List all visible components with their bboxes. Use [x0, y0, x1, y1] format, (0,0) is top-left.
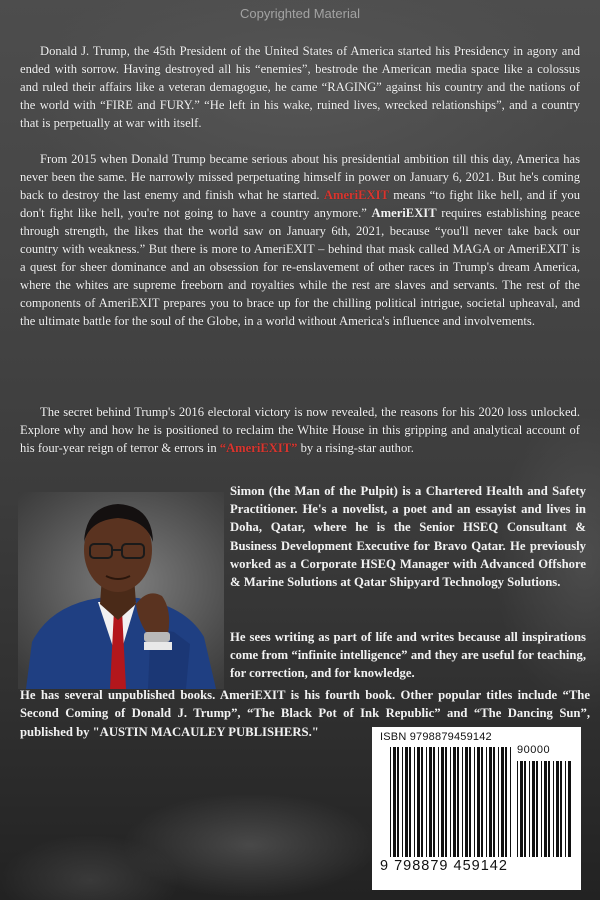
brand-ameriexit-red: AmeriEXIT — [323, 188, 389, 202]
blurb-p2-text-c: requires establishing peace through strength, the likes that the world saw on January 6th, 2021, because “you'll never take back our country with weakness.” But there is more to AmeriEXIT – behind that mask called MAGA or AmeriEXIT is a quest for sheer dominance and an obsession for re-enslavement of other races in Trump's dream America, where the whites are supreme freeborn and royalties while the rest are slaves and servants. The rest of the components of AmeriEXIT prepares you to brace up for the chilling political intrigue, societal upheaval, and the ultimate battle for the soul of the Globe, in a world without America's influence and involvements. — [20, 206, 580, 328]
brand-ameriexit-bold: AmeriEXIT — [371, 206, 437, 220]
blurb-paragraph-1: Donald J. Trump, the 45th President of the United States of America started his Presidency in agony and ended with sorrow. Having destroyed all his “enemies”, bestrode the American media space like a colossus and ruled their affairs like a veteran demagogue, he came “RAGING” against his country and the nations of the world with “FIRE and FURY.” “He left in his wake, ruined lives, wrecked relationships”, and a country that is perpetually at war with itself. — [20, 44, 580, 130]
blurb-p2-text-a: From 2015 when Donald Trump became serious about his presidential ambition till this day, America has never been the same. He narrowly missed perpetuating himself in power on January 6, 2021. But he's coming back to destroy the last enemy and finish what he started. — [20, 152, 580, 202]
author-books-paragraph: He has several unpublished books. AmeriEXIT is his fourth book. Other popular titles include “The Second Coming of Donald J. Trump”, “The Black Pot of Ink Republic” and “The Dancing Sun”, published by "AUSTIN MACAULEY PUBLISHERS." — [20, 688, 590, 739]
author-photo — [18, 492, 224, 689]
blurb-p3-text-b: by a rising-star author. — [300, 441, 414, 455]
blurb-paragraph-3 — [20, 403, 580, 457]
price-code: 90000 — [517, 744, 551, 756]
blurb-paragraph-2 — [20, 150, 580, 330]
brand-ameriexit-quoted: “AmeriEXIT” — [219, 441, 298, 455]
isbn-barcode-box — [372, 727, 581, 890]
author-bio-paragraph-2: He sees writing as part of life and writes because all inspirations come from “infinite intelligence” and they are useful for teaching, for correction, and for knowledge. — [230, 630, 586, 681]
copyright-watermark: Copyrighted Material — [240, 6, 360, 21]
blurb-p2-text-b: means “to fight like hell, and if you don't fight like hell, you're not going to have a country anymore.” — [20, 188, 580, 220]
isbn-digits: 9 798879 459142 — [380, 858, 508, 874]
author-bio-paragraph-1: Simon (the Man of the Pulpit) is a Chartered Health and Safety Practitioner. He's a novelist, a poet and an essayist and lives in Doha, Qatar, where he is the Senior HSEQ Consultant & Business Development Executive for Bravo Qatar. He previously worked as a Corporate HSEQ Manager with Advanced Offshore & Marine Solutions at Qatar Shipyard Technology Solutions. — [230, 484, 586, 590]
isbn-label: ISBN 9798879459142 — [380, 731, 492, 743]
blurb-p3-text-a: The secret behind Trump's 2016 electoral victory is now revealed, the reasons for his 2020 loss unlocked. Explore why and how he is positioned to reclaim the White House in this gripping and analytical account of his four-year reign of terror & errors in — [20, 405, 580, 455]
author-portrait-illustration — [18, 492, 224, 689]
